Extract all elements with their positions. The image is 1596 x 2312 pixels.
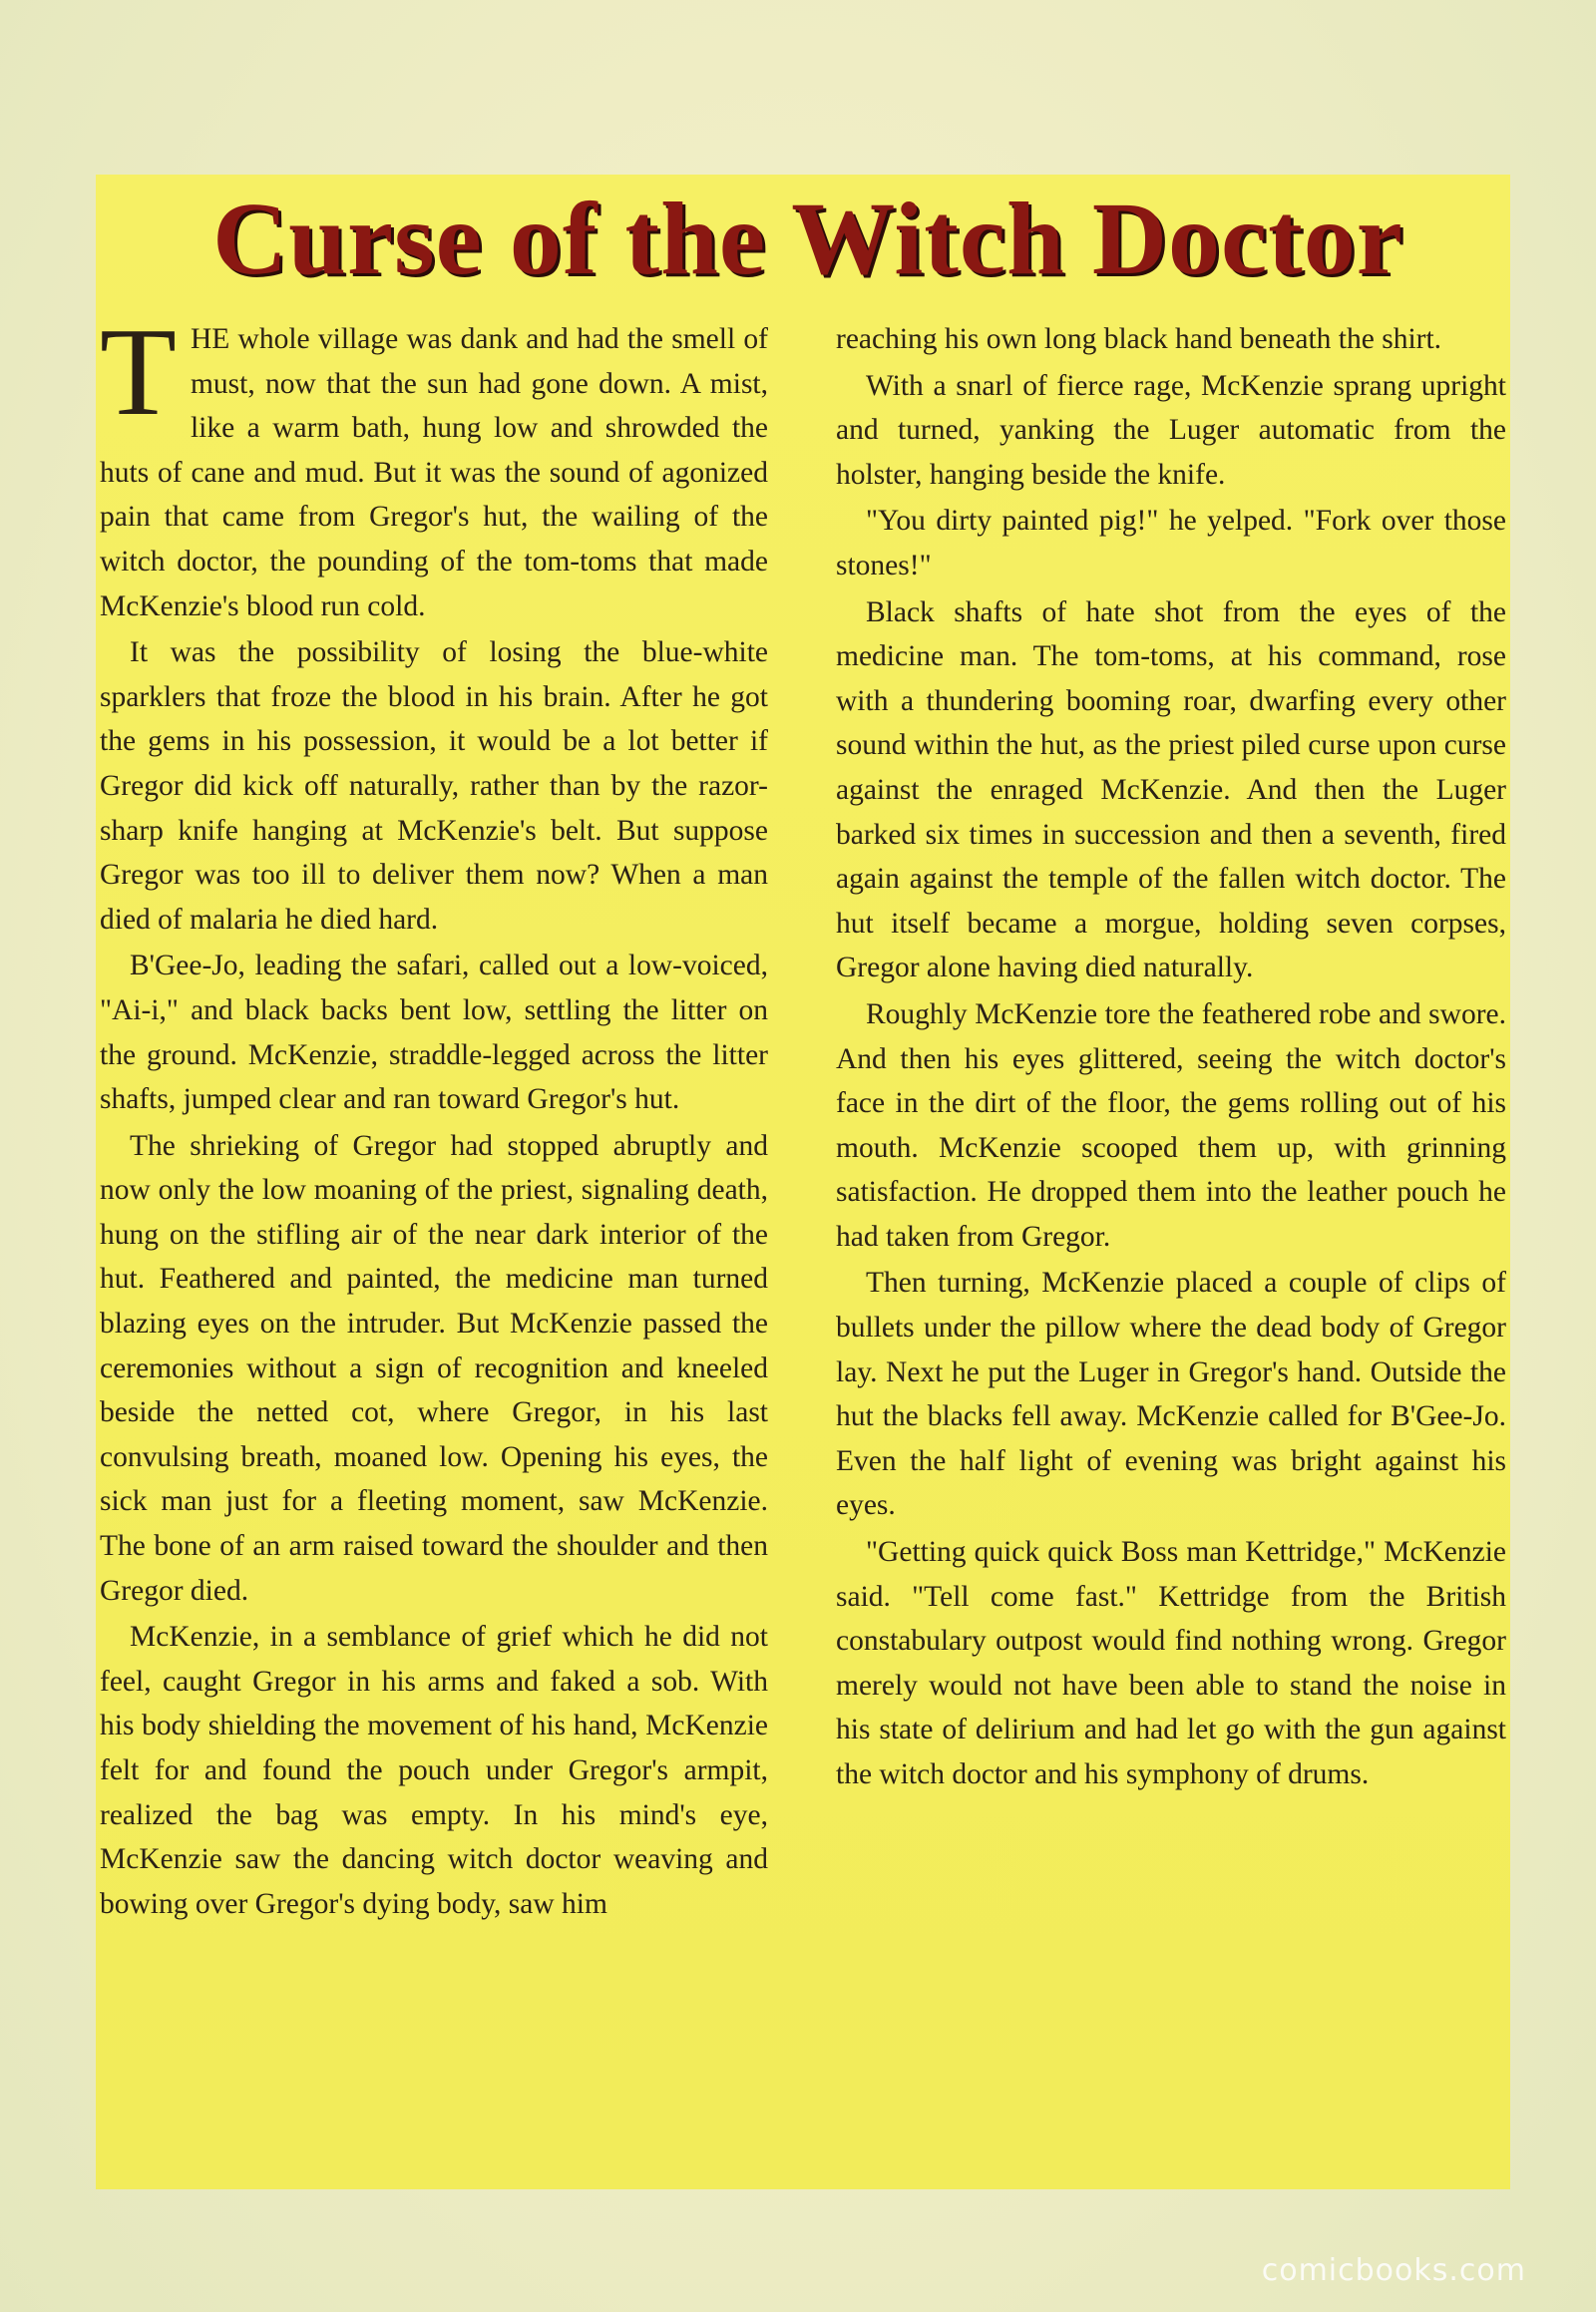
paragraph: With a snarl of fierce rage, McKenzie sprang upright and turned, yanking the Luger automatic from the holster, hanging beside the knife. [836, 369, 1506, 491]
paragraph: Black shafts of hate shot from the eyes of the medicine man. The tom-toms, at his command, rose with a thundering booming roar, dwarfing every other sound within the hut, as the priest piled curse upon curse against the enraged McKenzie. And then the Luger barked six times in succession and then a seventh, fired again against the temple of the fallen witch doctor. The hut itself became a morgue, holding seven corpses, Gregor alone having died naturally. [836, 595, 1506, 984]
drop-cap: T [100, 303, 177, 442]
paragraph: B'Gee-Jo, leading the safari, called out a low-voiced, "Ai-i," and black backs bent low, settling the litter on the ground. McKenzie, straddle-legged across the litter shafts, jumped clear and ran toward Gregor's hut. [100, 950, 768, 1116]
opening-paragraph [100, 303, 768, 628]
left-column [100, 303, 768, 1926]
paragraph: "Getting quick quick Boss man Kettridge," McKenzie said. "Tell come fast." Kettridge from the British constabulary outpost would find nothing wrong. Gregor merely would not have been able to stand the noise in his state of delirium and had let go with the gun against the witch doctor and his symphony of drums. [836, 1536, 1506, 1790]
paragraph: "You dirty painted pig!" he yelped. "Fork over those stones!" [836, 505, 1506, 581]
right-column [836, 317, 1506, 1797]
paragraph: The shrieking of Gregor had stopped abruptly and now only the low moaning of the priest, signaling death, hung on the stifling air of the near dark interior of the hut. Feathered and painted, the medicine man turned blazing eyes on the intruder. But McKenzie passed the ceremonies without a sign of recognition and kneeled beside the netted cot, where Gregor, in his last convulsing breath, moaned low. Opening his eyes, the sick man just for a fleeting moment, saw McKenzie. The bone of an arm raised toward the shoulder and then Gregor died. [100, 1129, 768, 1607]
story-title: Curse of the Witch Doctor [212, 182, 1403, 296]
paragraph: It was the possibility of losing the blue-white sparklers that froze the blood in his brain. After he got the gems in his possession, it would be a lot better if Gregor did kick off naturally, rather than by the razor-sharp knife hanging at McKenzie's belt. But suppose Gregor was too ill to deliver them now? When a man died of malaria he died hard. [100, 636, 768, 936]
opening-paragraph-text: HE whole village was dank and had the smell of must, now that the sun had gone down. A mist, like a warm bath, hung low and shrowded the huts of cane and mud. But it was the sound of agonized pain that came from Gregor's hut, the wailing of the witch doctor, the pounding of the tom-toms that made McKenzie's blood run cold. [100, 323, 768, 622]
site-watermark: comicbooks.com [1261, 2253, 1526, 2288]
paragraph: Then turning, McKenzie placed a couple of clips of bullets under the pillow where the dead body of Gregor lay. Next he put the Luger in Gregor's hand. Outside the hut the blacks fell away. McKenzie called for B'Gee-Jo. Even the half light of evening was bright against his eyes. [836, 1267, 1506, 1522]
paragraph: McKenzie, in a semblance of grief which he did not feel, caught Gregor in his arms and faked a sob. With his body shielding the movement of his hand, McKenzie felt for and found the pouch under Gregor's armpit, realized the bag was empty. In his mind's eye, McKenzie saw the dancing witch doctor weaving and bowing over Gregor's dying body, saw him [100, 1621, 768, 1920]
continued-paragraph: reaching his own long black hand beneath the shirt. [836, 323, 1442, 355]
paragraph: Roughly McKenzie tore the feathered robe and swore. And then his eyes glittered, seeing the witch doctor's face in the dirt of the floor, the gems rolling out of his mouth. McKenzie scooped them up, with grinning satisfaction. He dropped them into the leather pouch he had taken from Gregor. [836, 997, 1506, 1253]
